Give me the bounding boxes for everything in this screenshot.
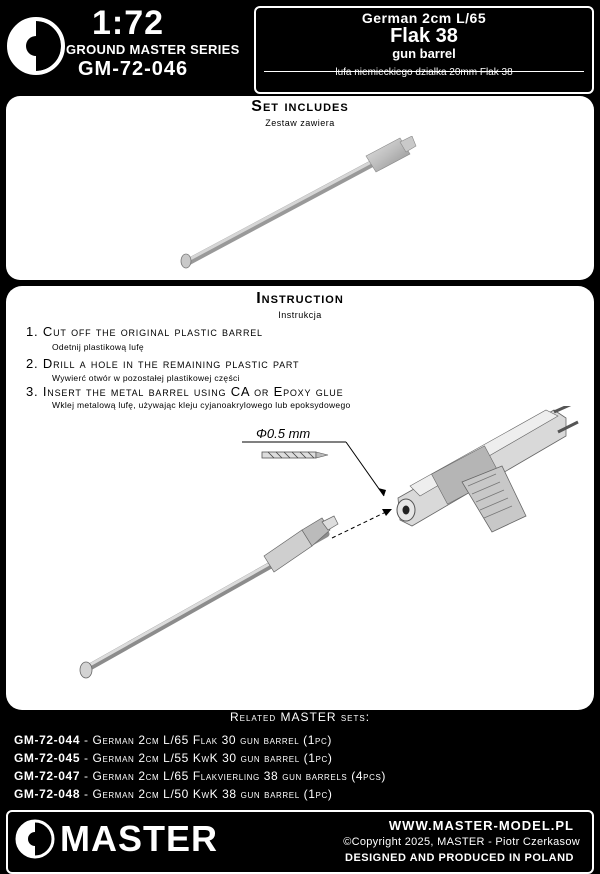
master-logo-icon: [6, 6, 68, 86]
related-item-044: GM-72-044 - German 2cm L/65 Flak 30 gun barrel (1pc): [14, 733, 332, 747]
barrel-image: [166, 136, 426, 276]
related-item-047: GM-72-047 - German 2cm L/65 Flakvierling 38 gun barrels (4pcs): [14, 769, 386, 783]
instruction-subheading: Instrukcja: [278, 310, 322, 320]
made-in-text: DESIGNED AND PRODUCED IN POLAND: [345, 852, 574, 864]
title-divider: [264, 71, 584, 72]
set-includes-panel: [6, 96, 594, 280]
related-item-045: GM-72-045 - German 2cm L/55 KwK 30 gun barrel (1pc): [14, 751, 333, 765]
step-3-sub: Wklej metalową lufę, używając kleju cyjanoakrylowego lub epoksydowego: [52, 400, 351, 410]
scale-label: 1:72: [92, 4, 165, 42]
drill-bit-icon: [262, 452, 328, 458]
drill-label: Φ0.5 mm: [256, 426, 311, 441]
title-line-3: gun barrel: [392, 46, 456, 61]
related-item-048: GM-72-048 - German 2cm L/50 KwK 38 gun barrel (1pc): [14, 787, 333, 801]
title-line-2: Flak 38: [390, 25, 458, 47]
gun-breech-icon: [397, 406, 578, 532]
set-subheading: Zestaw zawiera: [265, 118, 335, 128]
brand-name: MASTER: [60, 818, 218, 859]
instruction-heading: Instruction: [256, 290, 344, 307]
title-polish: lufa niemieckiego działka 20mm Flak 38: [335, 67, 513, 78]
step-2-sub: Wywierć otwór w pozostałej plastikowej części: [52, 373, 240, 383]
product-code: GM-72-046: [78, 58, 189, 80]
step-2: 2. Drill a hole in the remaining plastic part: [26, 356, 300, 371]
instruction-diagram: [6, 406, 594, 706]
title-box: [254, 6, 594, 94]
footer-logo-icon: [14, 818, 56, 860]
title-line-1: German 2cm L/65: [361, 10, 487, 26]
set-heading: Set includes: [251, 98, 349, 115]
instruction-panel: [6, 286, 594, 710]
copyright-text: ©Copyright 2025, MASTER - Piotr Czerkasow: [343, 836, 580, 848]
website-link[interactable]: WWW.MASTER-MODEL.PL: [388, 818, 574, 833]
step-3: 3. Insert the metal barrel using CA or Epoxy glue: [26, 384, 344, 399]
metal-barrel-icon: [80, 516, 338, 678]
step-1: 1. Cut off the original plastic barrel: [26, 324, 263, 339]
related-title: Related MASTER sets:: [229, 710, 371, 724]
step-1-sub: Odetnij plastikową lufę: [52, 342, 144, 352]
series-label: GROUND MASTER SERIES: [66, 42, 240, 57]
